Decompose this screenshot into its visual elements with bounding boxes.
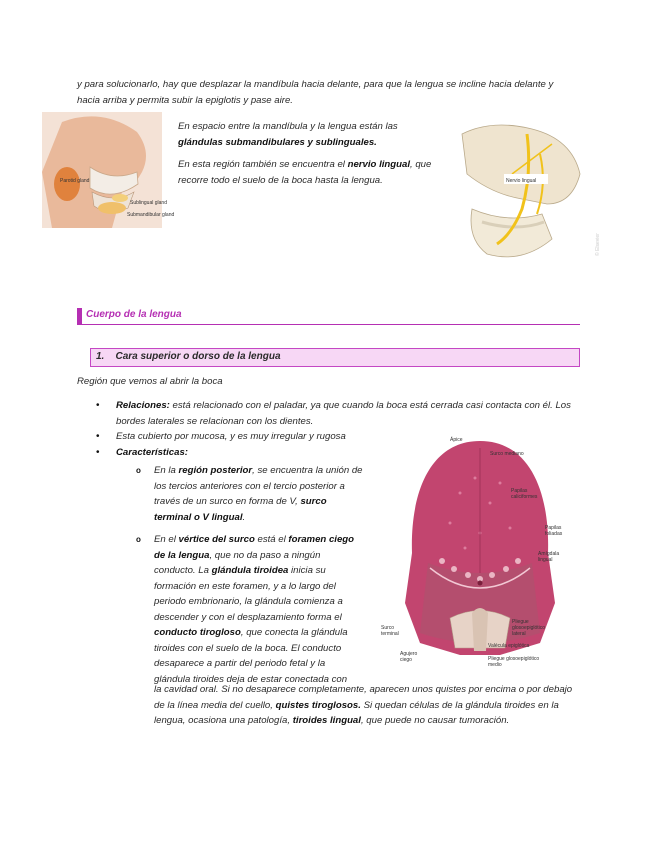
section-marker — [77, 308, 82, 324]
parotid-label: Parotid gland — [60, 178, 90, 184]
glands-text — [178, 119, 443, 195]
subsection-heading — [90, 348, 580, 367]
section-heading — [77, 308, 580, 325]
list-item-mucosa: • Esta cubierto por mucosa, y es muy irregular y rugosa — [96, 429, 576, 445]
tongue-dorsum-figure — [380, 433, 580, 668]
label-papilas-caliciformes-2: caliciformes — [511, 494, 538, 500]
intro-paragraph: y para solucionarlo, hay que desplazar la mandíbula hacia delante, para que la lengua se incline hacia delante y hacia arriba y permita subir la epiglotis y pase aire. — [77, 79, 554, 106]
label-pliegue-medio-2: medio — [488, 662, 502, 668]
lingual-nerve-paragraph: En esta región también se encuentra el nervio lingual, que recorre todo el suelo de la boca hasta la lengua. — [178, 159, 432, 186]
label-surco-terminal-2: terminal — [381, 631, 399, 637]
face-glands-figure — [42, 112, 175, 228]
label-agujero-ciego: Agujero — [400, 651, 418, 657]
list-item-relaciones: • Relaciones: está relacionado con el paladar, ya que cuando la boca está cerrada casi contacta con él. Los bordes laterales se relacionan con los dientes. — [96, 398, 576, 429]
label-papilas-caliciformes: Papilas — [511, 488, 528, 494]
region-text: Región que vemos al abrir la boca — [77, 376, 223, 387]
label-papilas-foliadas-2: foliadas — [545, 531, 563, 537]
label-agujero-ciego-2: ciego — [400, 657, 412, 663]
lingual-nerve-label: Nervio lingual — [506, 178, 537, 184]
label-apice: Ápice — [450, 437, 463, 443]
label-surco-mediano: Surco mediano — [490, 451, 524, 457]
label-amigdala-2: lingual — [538, 557, 553, 563]
image-watermark: © Elsevier — [595, 233, 601, 256]
list-item-region-posterior: o En la región posterior, se encuentra la unión de los tercios anteriores con el tercio posterior a través de un surco en forma de V, surco terminal o V lingual. — [136, 463, 364, 525]
glands-paragraph: En espacio entre la mandíbula y la lengua están las glándulas submandibulares y sublinguales. — [178, 121, 398, 148]
label-pliegue-lateral-2: glosoepiglótico — [512, 625, 546, 631]
continuation-paragraph: la cavidad oral. Si no desaparece completamente, aparecen unos quistes por encima o por debajo de la línea media del cuello, quistes tiroglosos. Si quedan células de la glándula tiroides en la lengua, ocasiona una patología, tiroides lingual, que puede no causar tumoración. — [154, 684, 573, 726]
subsection-title: 1. Cara superior o dorso de la lengua — [96, 351, 281, 362]
label-amigdala: Amígdala — [538, 551, 560, 557]
label-valecula: Valécula epiglótica — [488, 643, 530, 649]
label-papilas-foliadas: Papilas — [545, 525, 562, 531]
label-pliegue-lateral: Pliegue — [512, 619, 529, 625]
lingual-nerve-figure — [452, 114, 587, 272]
label-surco-terminal: Surco — [381, 625, 395, 631]
label-pliegue-medio: Pliegue glosoepiglótico — [488, 656, 540, 662]
list-item-caracteristicas: • Características: — [96, 445, 576, 461]
submandibular-label: Submandibular gland — [127, 212, 175, 218]
section-title: Cuerpo de la lengua — [86, 309, 182, 320]
sublingual-label: Sublingual gland — [130, 200, 167, 206]
list-item-vertice: o En el vértice del surco está el foramen ciego de la lengua, que no da paso a ningún conducto. La glándula tiroidea inicia su formación en este foramen, y a lo largo del periodo embrionario, la glándula comienza a descender y con el desplazamiento forma el conducto tirogloso, que conecta la glándula tiroides con el suelo de la boca. El conducto desaparece a partir del periodo fetal y la glándula tiroides deja de estar conectada con — [136, 532, 364, 687]
label-pliegue-lateral-3: lateral — [512, 631, 526, 637]
